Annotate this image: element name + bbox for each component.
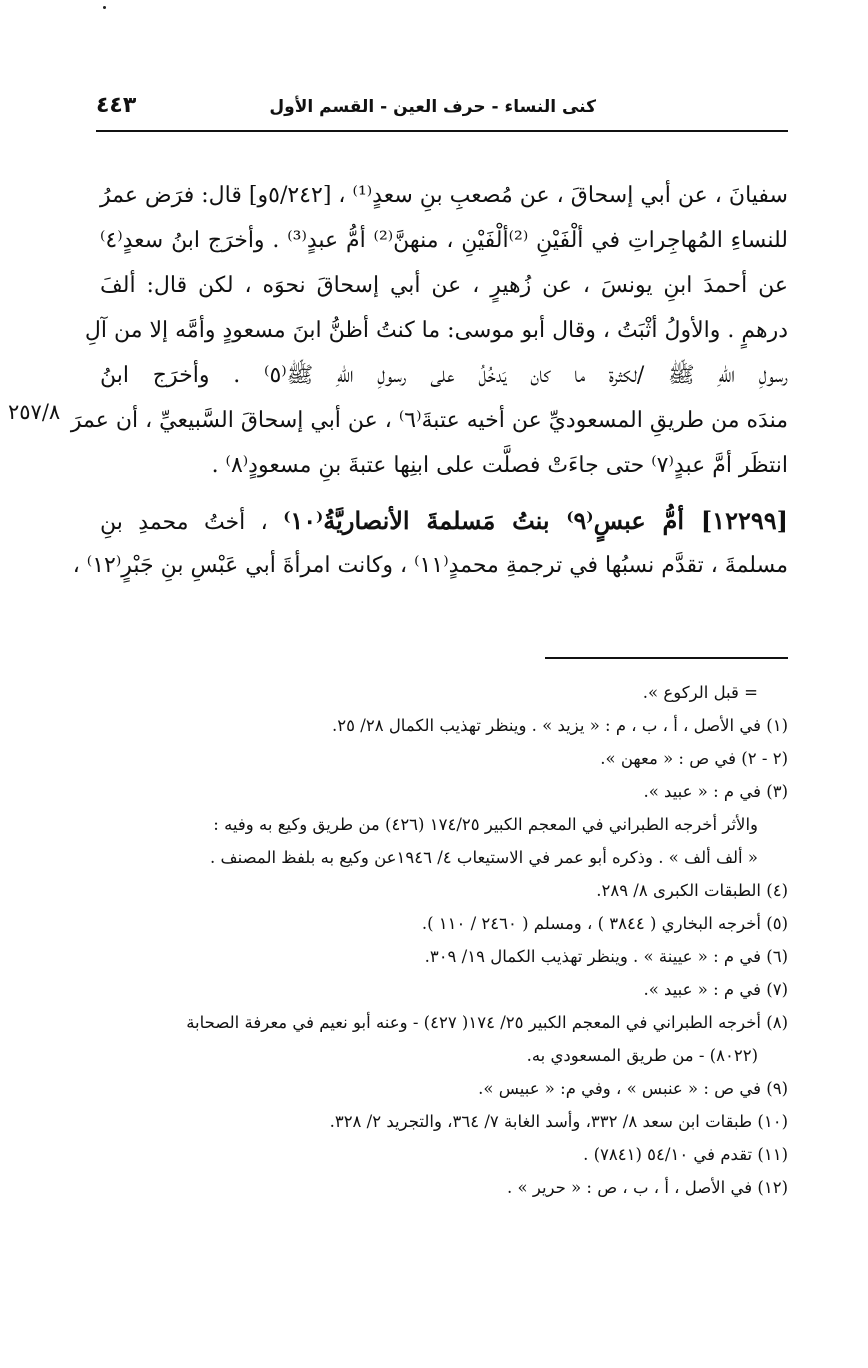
footnote: (٧) في م : « عبيد ». (643, 980, 788, 999)
text-line: سفيانَ ، عن أبي إسحاقَ ، عن مُصعبِ بنِ سعدٍ⁽¹⁾ ، [٥/٢٤٢و] قال: فرَض عمرُ (100, 183, 788, 208)
footnote: والأثر أخرجه الطبراني في المعجم الكبير ١٧٤/٢٥ (٤٢٦) من طريق وكيع به وفيه : (213, 815, 758, 834)
entry-heading: [١٢٢٩٩] أمُّ عبسٍ⁽٩⁾ بنتُ مَسلمةَ الأنصاريَّةُ⁽١٠⁾ (283, 506, 788, 535)
main-text (70, 173, 788, 588)
footnote: (٥) أخرجه البخاري ( ٣٨٤٤ ) ، ومسلم ( ٢٤٦٠ / ١١٠ ). (421, 914, 788, 933)
text-line: مندَه من طريقِ المسعوديِّ عن أخيه عتبةَ⁽٦⁾ ، عن أبي إسحاقَ السَّبيعيِّ ، أن عمرَ (70, 408, 788, 433)
footnotes (100, 676, 788, 1204)
page-number: ٤٤٣ (96, 93, 137, 118)
footnote: (٨) أخرجه الطبراني في المعجم الكبير ٢٥/ ١٧٤( ٤٢٧) - وعنه أبو نعيم في معرفة الصحابة (186, 1013, 788, 1032)
running-title: كنى النساء - حرف العين - القسم الأول (269, 97, 596, 117)
text-line: درهمٍ . والأولُ أثْبَتُ ، وقال أبو موسى: ما كنتُ أظنُّ ابنَ مسعودٍ وأمَّه إلا من آلِ (84, 318, 788, 343)
footnote: (٣) في م : « عبيد ». (643, 782, 788, 801)
running-header (96, 93, 596, 127)
text-line: عن أحمدَ ابنِ يونسَ ، عن زُهيرٍ ، عن أبي إسحاقَ نحوَه ، لكن قال: ألفَ (100, 273, 788, 298)
footnote: = قبل الركوع ». (642, 683, 758, 702)
text-line: رسولِ اللهِ ﷺ /لكثرة ما كان يَدخُلُ على رسولِ اللهِ ﷺ⁽٥⁾ . وأخرَج ابنُ (100, 363, 788, 388)
scan-speck (103, 6, 106, 9)
footnote: (٦) في م : « عيينة » . وينظر تهذيب الكمال ١٩/ ٣٠٩. (424, 947, 788, 966)
footnote: (١٢) في الأصل ، أ ، ب ، ص : « حرير » . (507, 1178, 788, 1197)
entry-line (100, 498, 788, 543)
footnote: « ألف ألف » . وذكره أبو عمر في الاستيعاب ٤/ ١٩٤٦عن وكيع به بلفظ المصنف . (210, 848, 758, 867)
text-line: للنساءِ المُهاجِراتِ في ألْفَيْنِ ⁽²⁾ألْفَيْنِ ، منهنَّ⁽²⁾ أمُّ عبدٍ⁽³⁾ . وأخرَج ابنُ سعدٍ⁽٤⁾ (100, 228, 788, 253)
text-line: انتظَر أمَّ عبدٍ⁽٧⁾ حتى جاءَتْ فصلَّت على ابنِها عتبةَ بنِ مسعودٍ⁽٨⁾ . (211, 453, 788, 478)
entry-text: ، أختُ محمدِ بنِ (100, 510, 268, 535)
footnote: (٢ - ٢) في ص : « معهن ». (600, 749, 788, 768)
margin-reference: ٢٥٧/٨ (8, 400, 61, 424)
footnote: (٩) في ص : « عنبس » ، وفي م: « عبيس ». (478, 1079, 788, 1098)
footnote: (٤) الطبقات الكبرى ٨/ ٢٨٩. (596, 881, 788, 900)
footnote-rule (545, 657, 788, 659)
text-line: مسلمةَ ، تقدَّم نسبُها في ترجمةِ محمدٍ⁽١١⁾ ، وكانت امرأةَ أبي عَبْسِ بنِ جَبْرٍ⁽١٢⁾ ، (72, 553, 788, 578)
footnote: (١٠) طبقات ابن سعد ٨/ ٣٣٢، وأسد الغابة ٧/ ٣٦٤، والتجريد ٢/ ٣٢٨. (329, 1112, 788, 1131)
footnote: (٨٠٢٢) - من طريق المسعودي به. (526, 1046, 758, 1065)
footnote: (١١) تقدم في ٥٤/١٠ (٧٨٤١) . (583, 1145, 788, 1164)
header-rule (96, 130, 788, 132)
footnote: (١) في الأصل ، أ ، ب ، م : « يزيد » . وينظر تهذيب الكمال ٢٨/ ٢٥. (332, 716, 788, 735)
